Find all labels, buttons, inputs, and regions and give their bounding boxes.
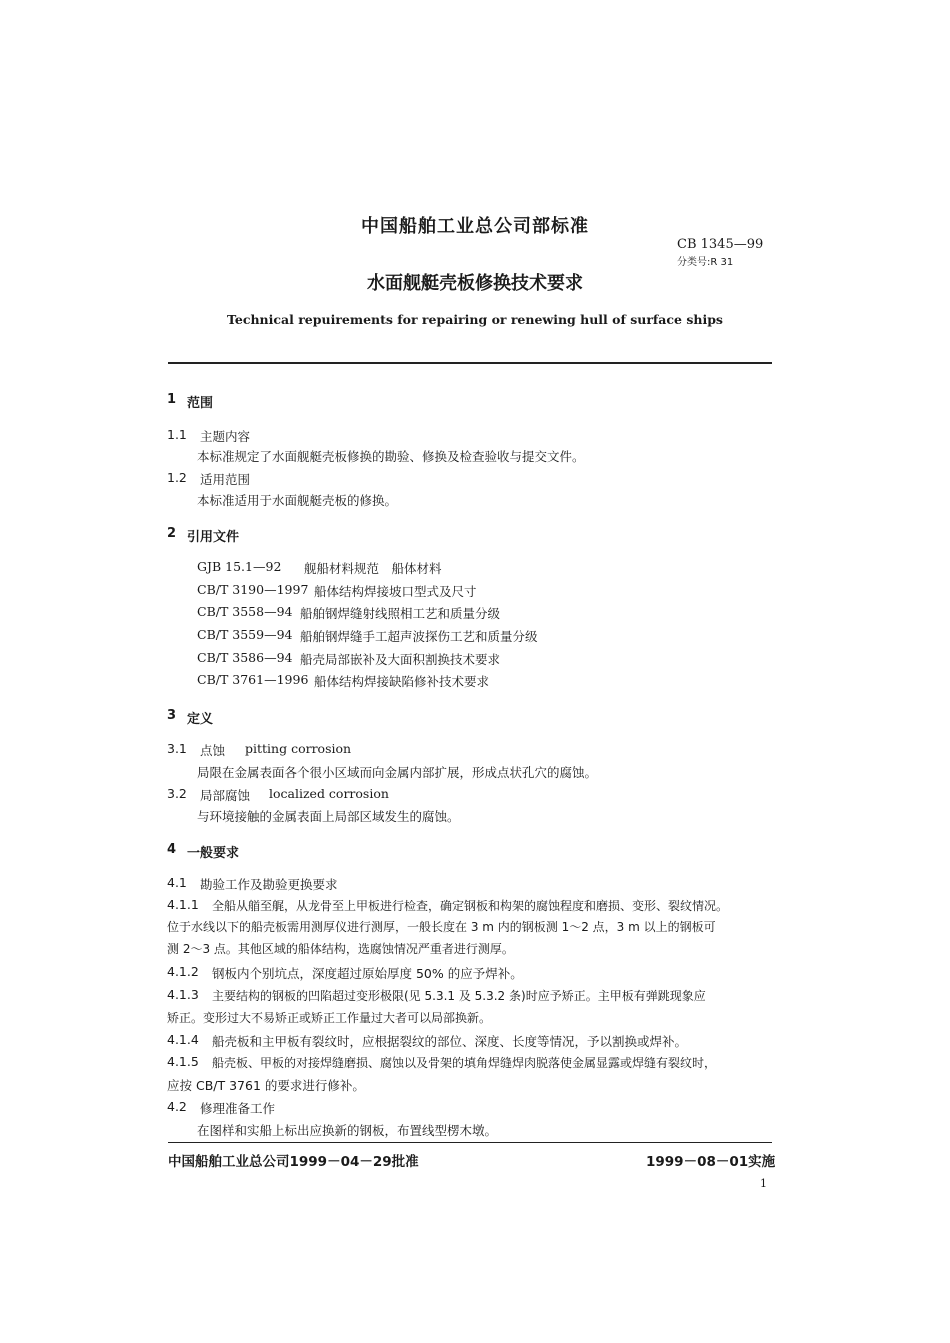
- clause-3-2-title: 局部腐蚀: [200, 788, 251, 803]
- clause-1-2-number: 1.2: [167, 470, 187, 485]
- clause-3-1-title: 点蚀: [200, 743, 226, 758]
- reference-name: 船体结构焊接坡口型式及尺寸: [314, 584, 477, 599]
- clause-3-1-english-term: pitting corrosion: [245, 741, 352, 756]
- reference-code: CB/T 3559—94: [197, 627, 293, 642]
- clause-3-2-number: 3.2: [167, 786, 187, 801]
- clause-4-2-title: 修理准备工作: [200, 1101, 276, 1116]
- document-title-english: Technical repuirements for repairing or renewing hull of surface ships: [227, 312, 723, 327]
- clause-4-1-3-line: 矫正。变形过大不易矫正或矫正工作量过大者可以局部换新。: [167, 1011, 492, 1025]
- classification-number: 分类号:R 31: [677, 257, 734, 268]
- page-number: 1: [760, 1177, 767, 1190]
- clause-1-1-text: 本标准规定了水面舰艇壳板修换的勘验、修换及检查验收与提交文件。: [197, 449, 585, 464]
- reference-code: CB/T 3190—1997: [197, 582, 309, 597]
- section-3-title: 定义: [187, 712, 214, 727]
- clause-4-2-number: 4.2: [167, 1099, 187, 1114]
- reference-code: CB/T 3558—94: [197, 604, 293, 619]
- clause-1-2-text: 本标准适用于水面舰艇壳板的修换。: [197, 493, 398, 508]
- clause-4-1-1-number: 4.1.1: [167, 897, 199, 912]
- document-title: 水面舰艇壳板修换技术要求: [367, 273, 583, 294]
- clause-3-1-text: 局限在金属表面各个很小区域而向金属内部扩展，形成点状孔穴的腐蚀。: [197, 765, 598, 780]
- section-3-number: 3: [167, 708, 177, 723]
- clause-4-1-number: 4.1: [167, 875, 187, 890]
- clause-4-1-4-text: 船壳板和主甲板有裂纹时，应根据裂纹的部位、深度、长度等情况，予以割换或焊补。: [212, 1034, 688, 1049]
- clause-3-2-text: 与环境接触的金属表面上局部区域发生的腐蚀。: [197, 809, 460, 824]
- clause-4-1-1-line: 位于水线以下的船壳板需用测厚仪进行测厚，一般长度在 3 m 内的钢板测 1～2 点，3 m 以上的钢板可: [167, 920, 716, 934]
- clause-4-1-3-line: 主要结构的钢板的凹陷超过变形极限(见 5.3.1 及 5.3.2 条)时应予矫正。主甲板有弹跳现象应: [212, 989, 706, 1003]
- clause-4-1-1-line: 全船从艏至艉，从龙骨至上甲板进行检查，确定钢板和构架的腐蚀程度和磨损、变形、裂纹情况。: [212, 899, 729, 913]
- clause-4-1-title: 勘验工作及勘验更换要求: [200, 877, 338, 892]
- reference-code: CB/T 3586—94: [197, 650, 293, 665]
- reference-code: GJB 15.1—92: [197, 559, 282, 574]
- reference-name: 船舶钢焊缝射线照相工艺和质量分级: [300, 606, 501, 621]
- clause-3-2-english-term: localized corrosion: [269, 786, 389, 801]
- clause-4-1-2-number: 4.1.2: [167, 964, 199, 979]
- clause-4-1-4-number: 4.1.4: [167, 1032, 199, 1047]
- clause-4-1-2-text: 钢板内个别坑点，深度超过原始厚度 50% 的应予焊补。: [212, 966, 523, 981]
- section-4-title: 一般要求: [187, 846, 240, 861]
- standard-code: CB 1345—99: [677, 237, 764, 252]
- clause-4-1-5-line: 应按 CB/T 3761 的要求进行修补。: [167, 1078, 365, 1093]
- clause-1-1-title: 主题内容: [200, 429, 251, 444]
- footer-divider: [168, 1142, 772, 1143]
- section-2-title: 引用文件: [187, 530, 240, 545]
- effective-date: 1999－08－01实施: [646, 1154, 776, 1170]
- reference-code: CB/T 3761—1996: [197, 672, 309, 687]
- section-2-number: 2: [167, 526, 177, 541]
- clause-4-1-5-number: 4.1.5: [167, 1054, 199, 1069]
- clause-1-2-title: 适用范围: [200, 472, 251, 487]
- clause-4-2-text: 在图样和实船上标出应换新的钢板，布置线型楞木墩。: [197, 1123, 498, 1138]
- reference-name: 船舶钢焊缝手工超声波探伤工艺和质量分级: [300, 629, 538, 644]
- header-divider: [168, 362, 772, 364]
- reference-name: 船壳局部嵌补及大面积割换技术要求: [300, 652, 501, 667]
- section-1-number: 1: [167, 392, 177, 407]
- clause-3-1-number: 3.1: [167, 741, 187, 756]
- section-4-number: 4: [167, 842, 177, 857]
- issuing-organization: 中国船舶工业总公司部标准: [361, 216, 589, 237]
- clause-4-1-1-line: 测 2～3 点。其他区域的船体结构，选腐蚀情况严重者进行测厚。: [167, 942, 514, 956]
- clause-4-1-3-number: 4.1.3: [167, 987, 199, 1002]
- reference-name: 船体结构焊接缺陷修补技术要求: [314, 674, 490, 689]
- approval-date: 中国船舶工业总公司1999－04－29批准: [168, 1154, 419, 1170]
- reference-name: 舰船材料规范 船体材料: [304, 561, 442, 576]
- section-1-title: 范围: [187, 396, 214, 411]
- clause-4-1-5-line: 船壳板、甲板的对接焊缝磨损、腐蚀以及骨架的填角焊缝焊肉脱落使金属显露或焊缝有裂纹时，: [212, 1056, 717, 1070]
- clause-1-1-number: 1.1: [167, 427, 187, 442]
